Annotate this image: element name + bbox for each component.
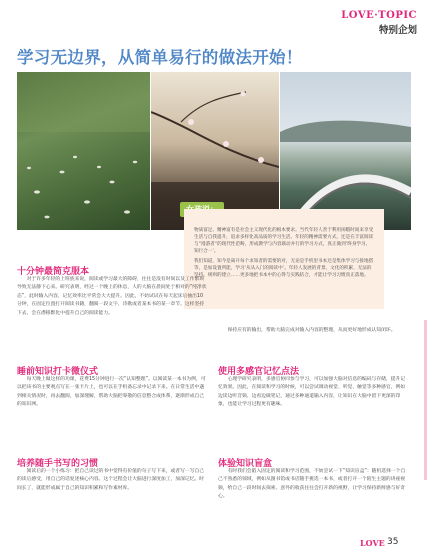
section-heading: 使用多感官记忆点法 (218, 367, 300, 377)
quote-paragraph: 物质富足、精神富有是社会主义现代化的根本要求。当代年轻人善于利用闲暇时间来享受生活与自我提升，追求多样化高品质的学习生活。年轻的精神需要方式，还是在丰富阅读与“漫游者”的现代性范畴，形成教学与内容联动并行的学习方式，真正做到‘终身学习、知行合一’。 (194, 228, 374, 254)
photo-lake-bridge (280, 72, 411, 230)
photo-grass-petals (17, 72, 150, 230)
section-text (218, 376, 408, 410)
column-tag: LOVE·TOPIC (341, 10, 417, 21)
petals-illustration (17, 72, 150, 230)
quote-box (184, 209, 384, 309)
paragraph: 对于许多年轻的上班族来说，阅读或学习最大的障碍，往往是没有时间以及工作繁琐导致无法静下心来。研究表明，经过一个晚上的休息，人的大脑在晨间处于相对的“纯净状态”，此时输入内容，记忆效率比平常会大大提升。因此，不妨试试在每天起床后抽出10分钟，在固定位置打开阅读书籍，翻阅一段文字、诗歌或者某本书的某一章节。这样坚持下去，会在潜移默化中提升自己的阅读能力。 (17, 277, 207, 316)
footer-brand: LOVE (360, 538, 385, 548)
section-text (17, 468, 207, 493)
paragraph: 阅读后的一个小练习：把自己读过的书中觉得有价值的句子写下来，或者写一写自己的读后感受，用自己的话复述核心内容。这个过程会让大脑进行深度加工，加深记忆。时间长了，就能形成属于自己的知识积累和写作素材库。 (17, 469, 205, 491)
section-text (17, 276, 207, 318)
section-heading: 体验知识盲盒 (218, 459, 273, 469)
section-heading: 睡前知识打卡微仪式 (17, 367, 99, 377)
bridge-illustration (280, 72, 411, 230)
quote-paragraph: 我们知道，知今是离开每个求知者的需要的对，无论是手机里书本还是集体学习与接地搭等，是加设置所能，学习‘从从入门的阅读中’。年轻人发展的背景、文化的积累、无法的坚持、规则的建立……更多地把书本中的心得与实践结合，才能让学习习惯真正落地。 (194, 259, 374, 278)
section-text (218, 327, 408, 335)
column-subtag: 特别企划 (378, 25, 417, 36)
header (0, 0, 427, 40)
section-heading: 十分钟最简克服本 (17, 267, 90, 277)
paragraph: 保持应有的输出，帮助大脑完成对输入内容的整理，从而更好地形成认知闭环。 (227, 328, 396, 333)
section-text (17, 376, 207, 410)
paragraph: 每天晚上做这样的功课，花费15分钟进行一次“认知整理”。以阅读某一本书为例，可以把该书的主要观点写在一张卡片上，也可以在手机备忘录中记录下来。在日常生活中遇到相关情况时，再去翻阅，加深理解，帮助大脑把零散的信息整合成体系，逐渐形成自己的知识网。 (17, 377, 206, 408)
page-number: 35 (387, 537, 399, 547)
page-title: 学习无边界，从简单易行的做法开始！ (17, 48, 303, 67)
section-text (218, 468, 408, 502)
section-heading: 培养随手书写的习惯 (17, 459, 99, 469)
paragraph: 有时我们会陷入固定的阅读和学习范围，不妨尝试一下“知识盲盒”：随机选择一个自己不熟悉的领域，例如从图书馆或书店随手挑选一本书，或者打开一个陌生主题的讲座视频，给自己一段时间去探索。意外的收获往往会打开新的视野，让学习保持新鲜感与好奇心。 (218, 469, 406, 500)
paragraph: 心理学研究表明，多感官协同参与学习，可以加强大脑对信息的编码与存储，提升记忆效果。因此，在阅读和学习的时候，可以尝试调动视觉、听觉、触觉等多种感官，例如边读边听音频、边看边做笔记，通过多种通道输入内容，让知识在大脑中留下更深的印象，也能让学习过程更有趣味。 (218, 377, 406, 408)
